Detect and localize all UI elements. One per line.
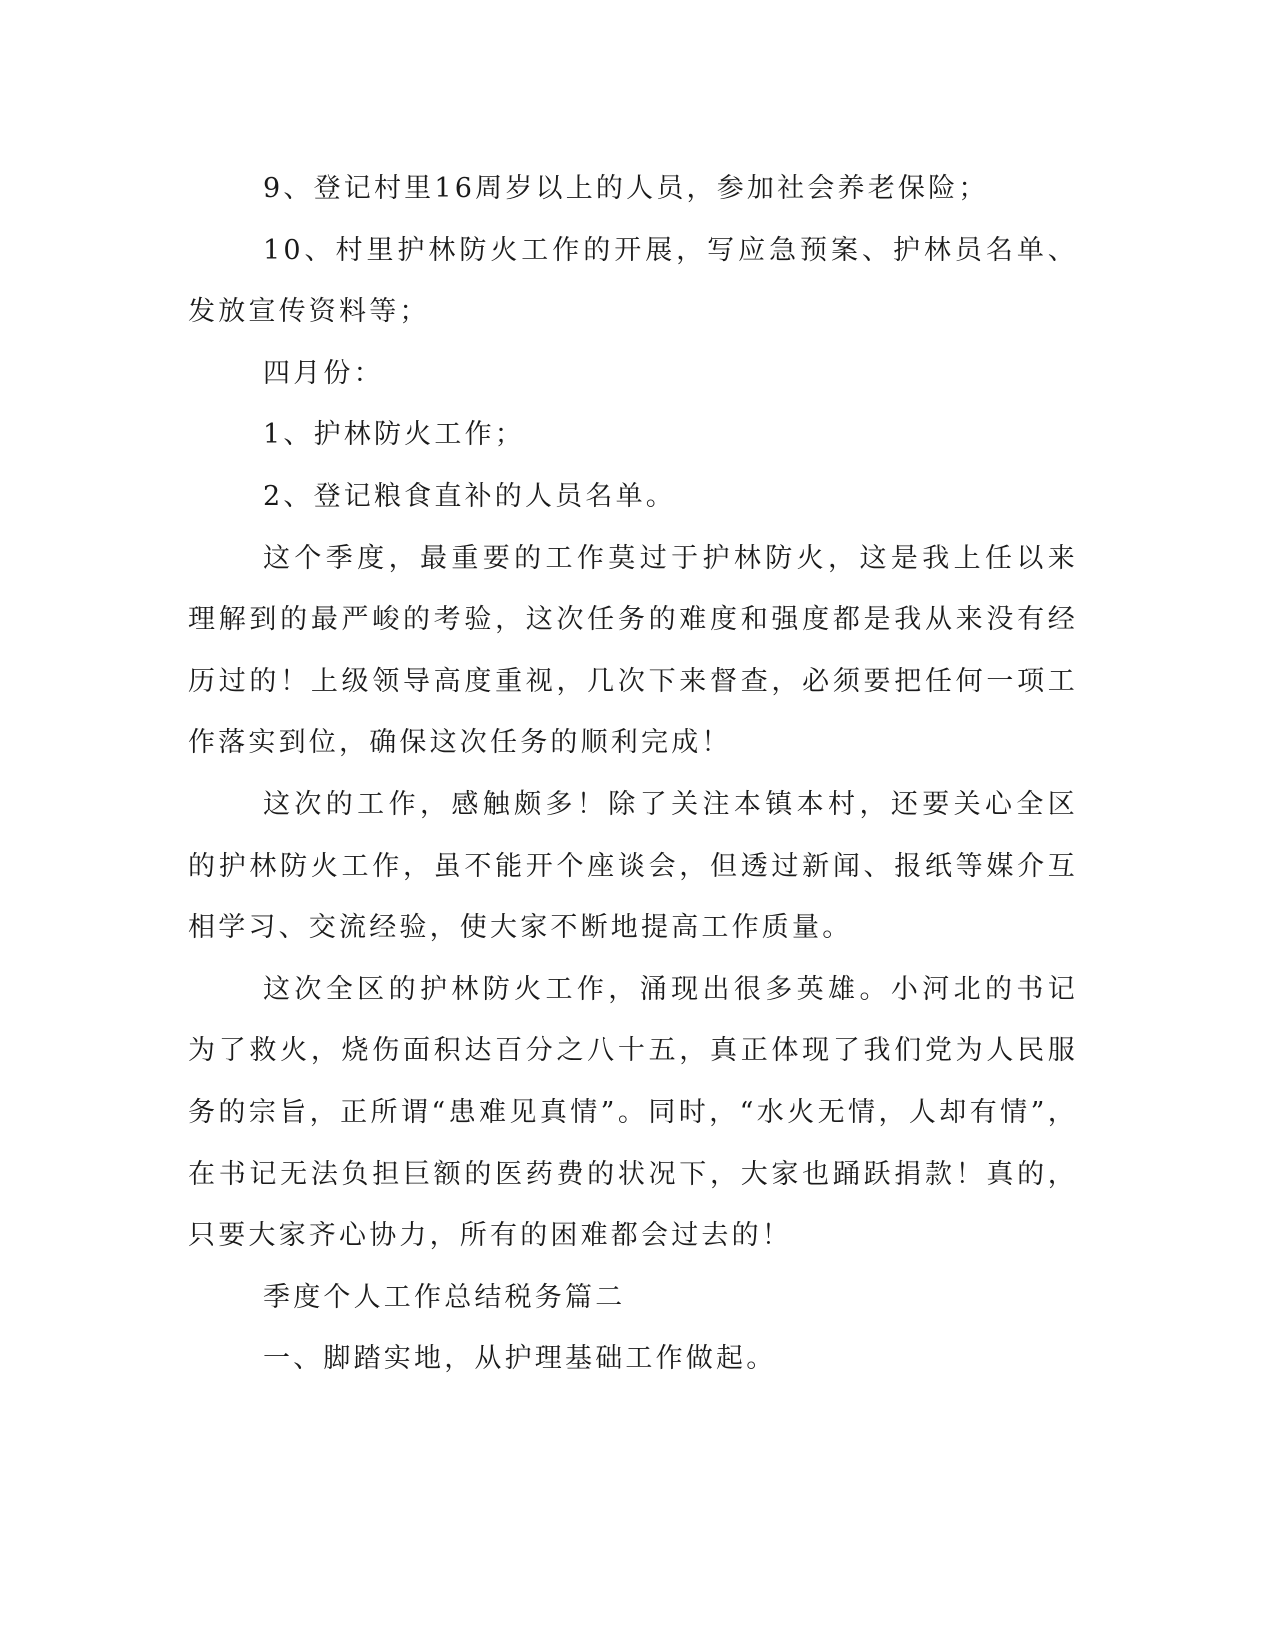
paragraph-reflections: 这次的工作，感触颇多！除了关注本镇本村，还要关心全区的护林防火工作，虽不能开个座谈会，但透过新闻、报纸等媒介互相学习、交流经验，使大家不断地提高工作质量。 [188, 788, 1078, 944]
paragraph-heroes: 这次全区的护林防火工作，涌现出很多英雄。小河北的书记为了救火，烧伤面积达百分之八十五，真正体现了我们党为人民服务的宗旨，正所谓“患难见真情”。同时，“水火无情，人却有情”，在书记无法负担巨额的医药费的状况下，大家也踊跃捐款！真的，只要大家齐心协力，所有的困难都会过去的！ [188, 973, 1078, 1252]
paragraph-item-10: 10、村里护林防火工作的开展，写应急预案、护林员名单、发放宣传资料等； [188, 234, 1078, 328]
paragraph-quarter-summary: 这个季度，最重要的工作莫过于护林防火，这是我上任以来理解到的最严峻的考验，这次任务的难度和强度都是我从来没有经历过的！上级领导高度重视，几次下来督查，必须要把任何一项工作落实到位，确保这次任务的顺利完成！ [188, 542, 1078, 759]
section-heading-april: 四月份： [263, 357, 384, 389]
paragraph-item-april-1: 1、护林防火工作； [263, 419, 525, 451]
section-title-part-two: 季度个人工作总结税务篇二 [263, 1281, 626, 1313]
paragraph-item-9: 9、登记村里16周岁以上的人员，参加社会养老保险； [263, 173, 989, 204]
paragraph-item-april-2: 2、登记粮食直补的人员名单。 [263, 480, 676, 512]
document-body [188, 158, 1078, 1390]
paragraph-point-one: 一、脚踏实地，从护理基础工作做起。 [263, 1343, 777, 1375]
